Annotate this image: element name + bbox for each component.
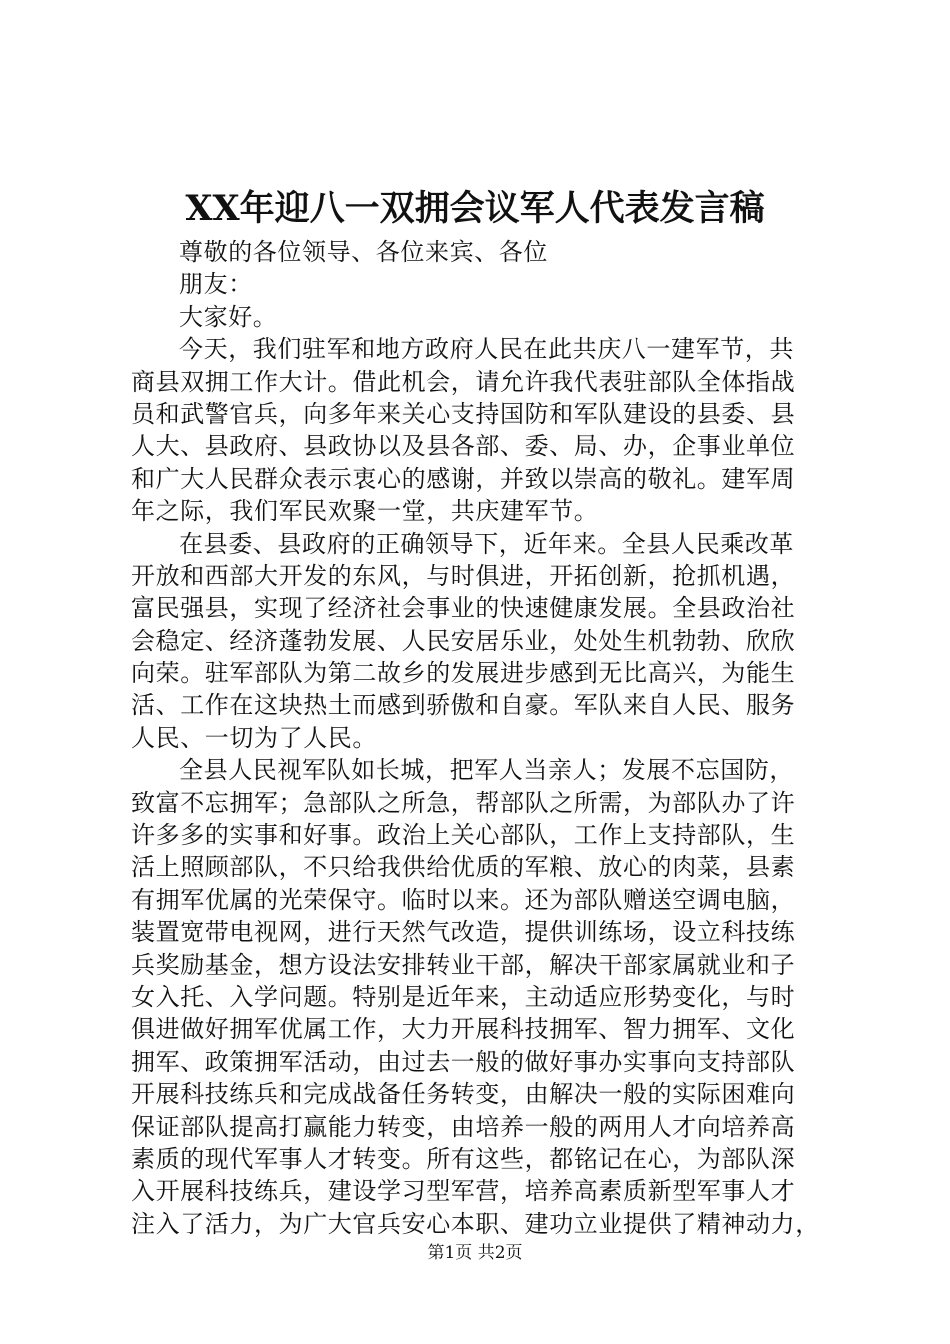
- text-line: 在县委、县政府的正确领导下，近年来。全县人民乘改革: [179, 529, 794, 558]
- text-line: 尊敬的各位领导、各位来宾、各位: [179, 238, 548, 266]
- text-line: 员和武警官兵，向多年来关心支持国防和军队建设的县委、县: [131, 399, 796, 428]
- text-line: 兵奖励基金，想方设法安排转业干部，解决干部家属就业和子: [131, 950, 796, 979]
- text-line: 装置宽带电视网，进行天然气改造，提供训练场，设立科技练: [131, 918, 796, 947]
- text-line: 今天，我们驻军和地方政府人民在此共庆八一建军节，共: [179, 335, 794, 364]
- text-line: 致富不忘拥军；急部队之所急，帮部队之所需，为部队办了许: [131, 788, 796, 817]
- text-line: 有拥军优属的光荣保守。临时以来。还为部队赠送空调电脑，: [131, 885, 796, 914]
- text-line: 注入了活力，为广大官兵安心本职、建功立业提供了精神动力，: [131, 1209, 820, 1238]
- text-line: 大家好。: [179, 302, 278, 331]
- text-line: 年之际，我们军民欢聚一堂，共庆建军节。: [131, 497, 599, 526]
- text-line: 人民、一切为了人民。: [131, 723, 377, 752]
- text-line: 女入托、入学问题。特别是近年来，主动适应形势变化，与时: [131, 982, 796, 1011]
- text-line: 向荣。驻军部队为第二故乡的发展进步感到无比高兴，为能生: [131, 659, 796, 688]
- text-line: 和广大人民群众表示衷心的感谢，并致以崇高的敬礼。建军周: [131, 464, 796, 493]
- text-line: 活、工作在这块热土而感到骄傲和自豪。军队来自人民、服务: [131, 691, 796, 720]
- text-line: 素质的现代军事人才转变。所有这些，都铭记在心，为部队深: [131, 1144, 796, 1173]
- text-line: 开放和西部大开发的东风，与时俱进，开拓创新，抢抓机遇，: [131, 561, 796, 590]
- document-body: [131, 236, 831, 1240]
- text-line: 商县双拥工作大计。借此机会，请允许我代表驻部队全体指战: [131, 367, 796, 396]
- text-line: 入开展科技练兵，建设学习型军营，培养高素质新型军事人才: [131, 1177, 796, 1206]
- text-line: 朋友：: [179, 270, 253, 299]
- text-line: 富民强县，实现了经济社会事业的快速健康发展。全县政治社: [131, 594, 796, 623]
- text-line: 活上照顾部队，不只给我供给优质的军粮、放心的肉菜，县素: [131, 853, 796, 882]
- page-indicator: 第1页 共2页: [427, 1243, 523, 1263]
- text-line: 开展科技练兵和完成战备任务转变，由解决一般的实际困难向: [131, 1080, 796, 1109]
- text-line: 俱进做好拥军优属工作，大力开展科技拥军、智力拥军、文化: [131, 1015, 796, 1044]
- text-line: 人大、县政府、县政协以及县各部、委、局、办，企事业单位: [131, 432, 796, 461]
- document-title: XX年迎八一双拥会议军人代表发言稿: [185, 188, 765, 229]
- text-line: 许多多的实事和好事。政治上关心部队，工作上支持部队，生: [131, 821, 796, 850]
- text-line: 保证部队提高打赢能力转变，由培养一般的两用人才向培养高: [131, 1112, 796, 1141]
- text-line: 会稳定、经济蓬勃发展、人民安居乐业，处处生机勃勃、欣欣: [131, 626, 796, 655]
- text-line: 拥军、政策拥军活动，由过去一般的做好事办实事向支持部队: [131, 1047, 796, 1076]
- text-line: 全县人民视军队如长城，把军人当亲人；发展不忘国防，: [179, 756, 794, 785]
